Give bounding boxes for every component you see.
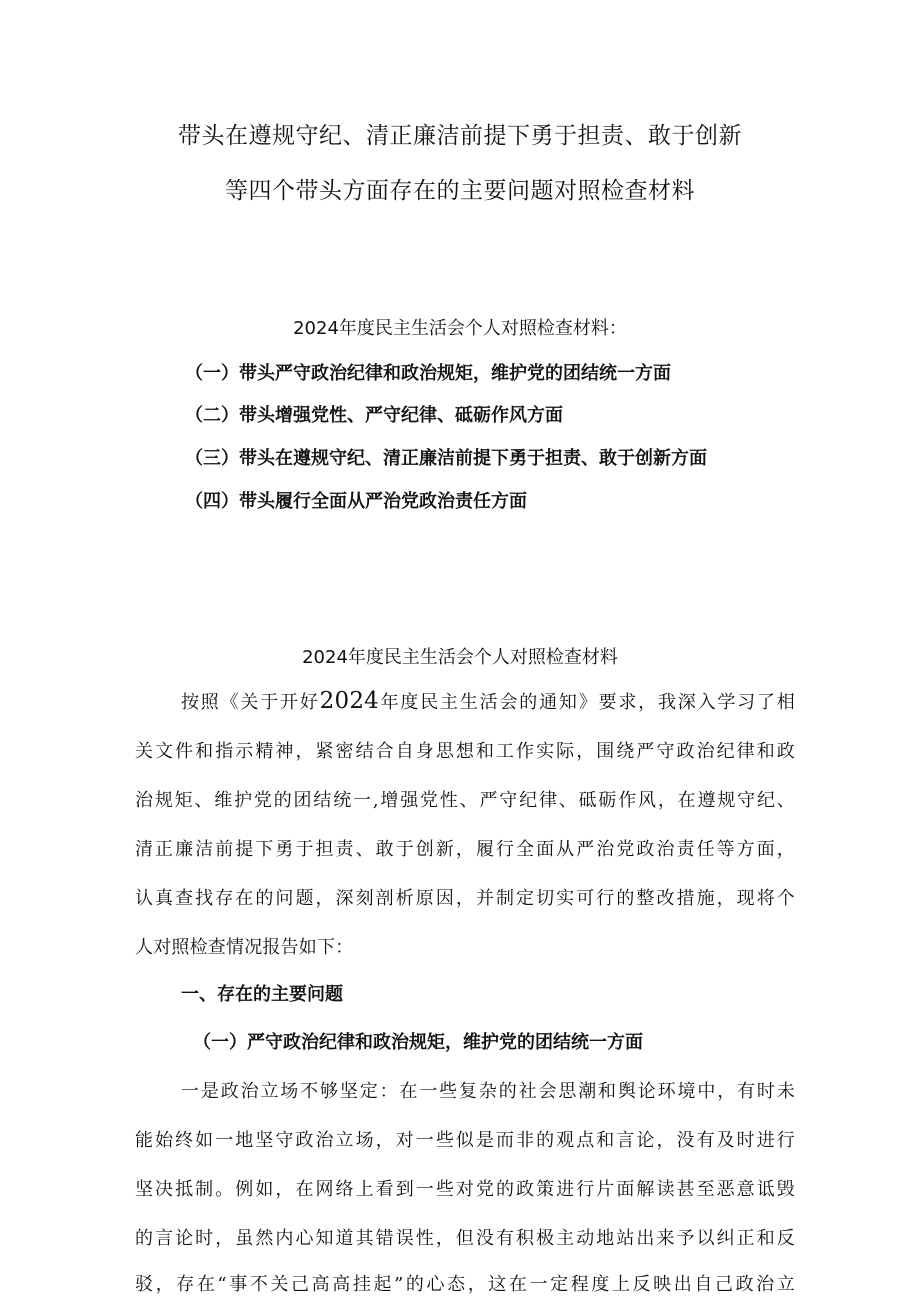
para1-line-5: 驳，存在“事不关己高高挂起”的心态，这在一定程度上反映出自己政治立 <box>135 1274 795 1295</box>
intro-line-1-year: 2024 <box>319 688 380 714</box>
para1-line-1: 一是政治立场不够坚定：在一些复杂的社会思潮和舆论环境中，有时未 <box>181 1081 795 1102</box>
intro-line-1 <box>181 688 795 714</box>
intro-line-1-pre: 按照《关于开好 <box>181 692 320 713</box>
main-title: 2024年度民主生活会个人对照检查材料 <box>302 647 618 668</box>
intro-line-6: 人对照检查情况报告如下： <box>135 937 354 958</box>
subsection-heading-1: （一）严守政治纪律和政治规矩，维护党的团结统一方面 <box>193 1032 643 1053</box>
intro-line-4: 清正廉洁前提下勇于担责、敢于创新，履行全面从严治党政治责任等方面， <box>135 839 795 860</box>
document-title-line-1: 带头在遵规守纪、清正廉洁前提下勇于担责、敢于创新 <box>178 123 742 149</box>
intro-line-1-post: 年度民主生活会的通知》要求，我深入学习了相 <box>379 692 795 713</box>
toc-item-1: （一）带头严守政治纪律和政治规矩，维护党的团结统一方面 <box>185 363 671 384</box>
para1-line-2: 能始终如一地坚守政治立场，对一些似是而非的观点和言论，没有及时进行 <box>135 1130 795 1151</box>
toc-item-3: （三）带头在遵规守纪、清正廉洁前提下勇于担责、敢于创新方面 <box>185 448 707 469</box>
document-title-line-2: 等四个带头方面存在的主要问题对照检查材料 <box>225 178 695 204</box>
intro-line-5: 认真查找存在的问题，深刻剖析原因，并制定切实可行的整改措施，现将个 <box>135 888 795 909</box>
section-heading-1: 一、存在的主要问题 <box>181 984 343 1005</box>
toc-heading: 2024年度民主生活会个人对照检查材料： <box>293 318 627 339</box>
intro-line-2: 关文件和指示精神，紧密结合自身思想和工作实际，围绕严守政治纪律和政 <box>135 741 795 762</box>
toc-item-4: （四）带头履行全面从严治党政治责任方面 <box>185 491 527 512</box>
toc-item-2: （二）带头增强党性、严守纪律、砥砺作风方面 <box>185 405 563 426</box>
para1-line-4: 的言论时，虽然内心知道其错误性，但没有积极主动地站出来予以纠正和反 <box>135 1228 795 1249</box>
para1-line-3: 坚决抵制。例如，在网络上看到一些对党的政策进行片面解读甚至恶意诋毁 <box>135 1179 795 1200</box>
intro-line-3: 治规矩、维护党的团结统一,增强党性、严守纪律、砥砺作风，在遵规守纪、 <box>135 790 795 811</box>
